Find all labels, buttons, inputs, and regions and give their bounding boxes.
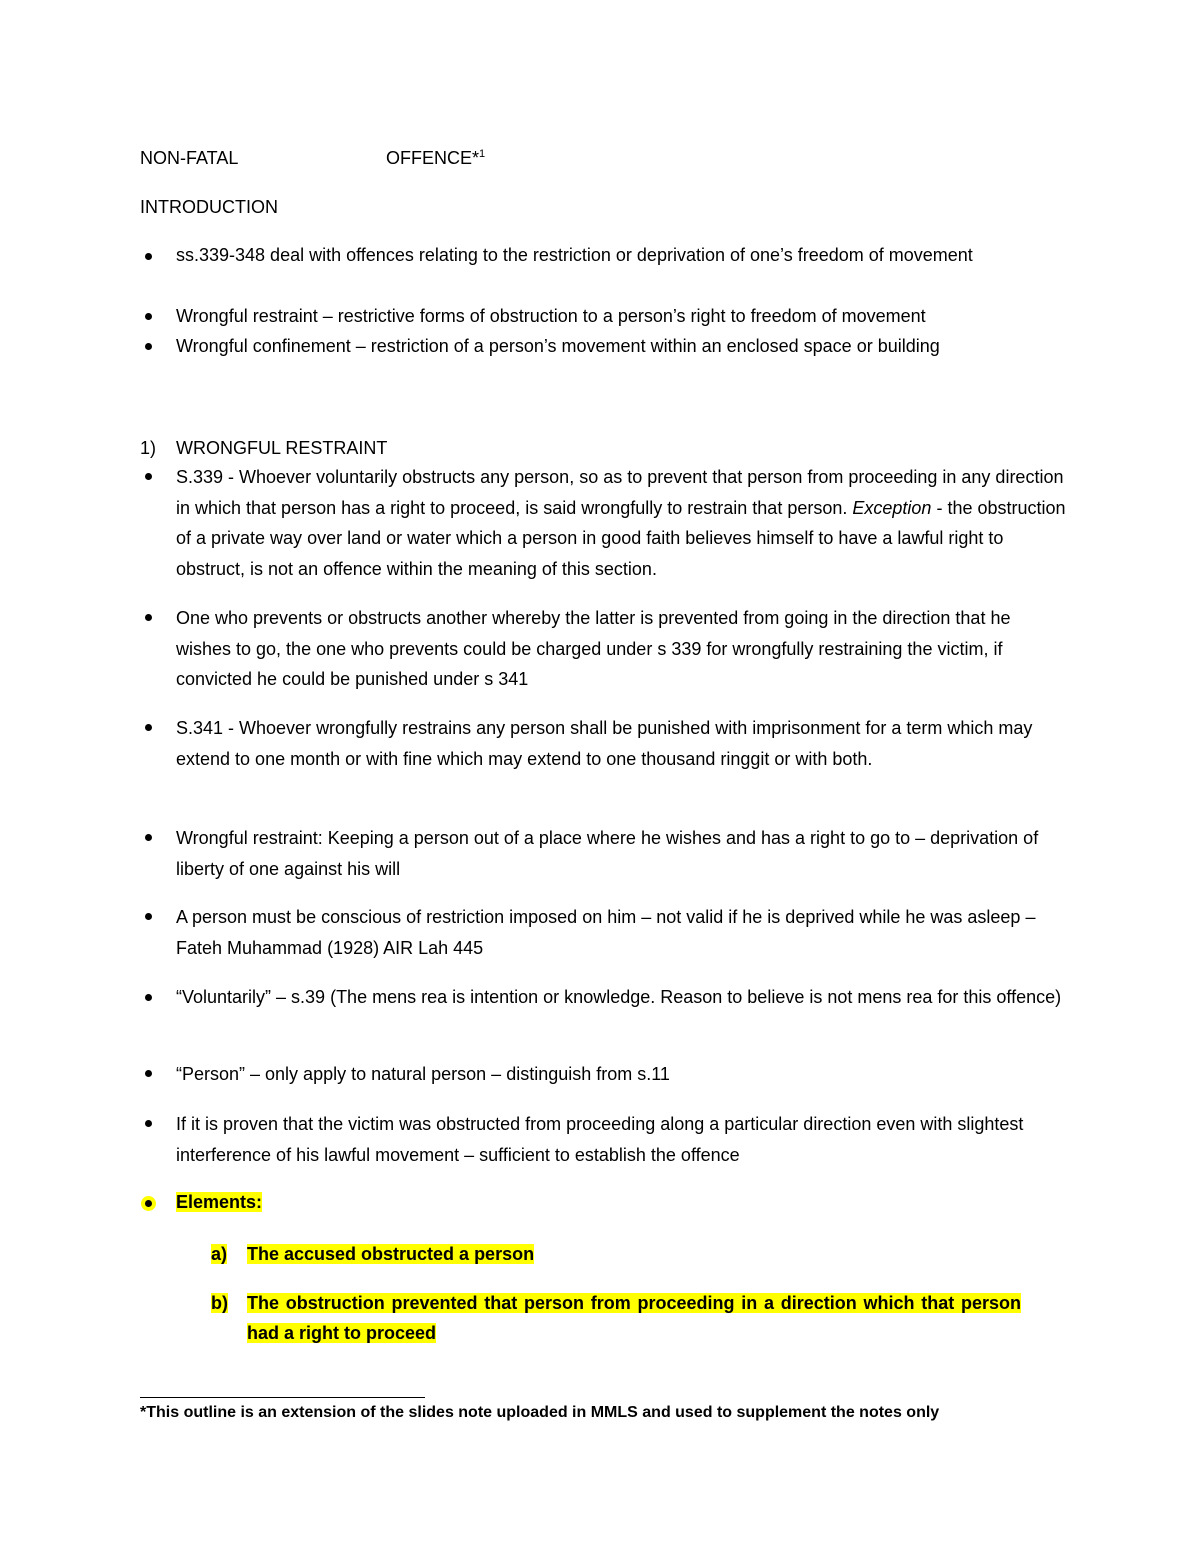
s339-definition: S.339 - Whoever voluntarily obstructs any person, so as to prevent that person from proceeding in any direction in which that person has a right to proceed, is said wrongfully to restrain that person. Exception - the obstruction of a private way over land or water which a person in good faith believes himself to have a lawful right to obstruct, is not an offence within the meaning of this section. bbox=[176, 467, 1066, 579]
point-7: If it is proven that the victim was obstructed from proceeding along a particular direction even with slightest interference of his lawful movement – sufficient to establish the offence bbox=[176, 1114, 1024, 1165]
point-4: A person must be conscious of restriction imposed on him – not valid if he is deprived while he was asleep – Fateh Muhammad (1928) AIR Lah 445 bbox=[176, 907, 1036, 958]
bullet-icon bbox=[145, 994, 152, 1001]
intro-bullet-1: ss.339-348 deal with offences relating to the restriction or deprivation of one’s freedom of movement bbox=[176, 245, 973, 265]
bullet-icon bbox=[145, 913, 152, 920]
element-a: The accused obstructed a person bbox=[247, 1244, 535, 1264]
bullet-icon bbox=[145, 614, 152, 621]
footnote-separator bbox=[140, 1397, 425, 1398]
bullet-icon bbox=[145, 834, 152, 841]
intro-bullet-3: Wrongful confinement – restriction of a person’s movement within an enclosed space or building bbox=[176, 336, 940, 356]
bullet-icon bbox=[145, 724, 152, 731]
intro-bullet-2: Wrongful restraint – restrictive forms of obstruction to a person’s right to freedom of movement bbox=[176, 306, 926, 326]
footnote: *This outline is an extension of the slides note uploaded in MMLS and used to supplement the notes only bbox=[140, 1404, 940, 1421]
point-3: Wrongful restraint: Keeping a person out of a place where he wishes and has a right to go to – deprivation of liberty of one against his will bbox=[176, 828, 1039, 879]
bullet-icon bbox=[145, 343, 152, 350]
section-number: 1) bbox=[140, 438, 157, 458]
element-b-marker: b) bbox=[211, 1293, 228, 1313]
title-left: NON-FATAL bbox=[140, 148, 239, 168]
element-a-marker: a) bbox=[211, 1244, 228, 1264]
title-right: OFFENCE*$^1$ bbox=[386, 148, 486, 168]
footnote-marker: 1 bbox=[479, 148, 486, 160]
section-heading: WRONGFUL RESTRAINT bbox=[176, 438, 388, 458]
point-2: S.341 - Whoever wrongfully restrains any person shall be punished with imprisonment for a term which may extend to one month or with fine which may extend to one thousand ringgit or with both. bbox=[176, 718, 1033, 769]
point-6: “Person” – only apply to natural person – distinguish from s.11 bbox=[176, 1064, 670, 1084]
bullet-icon bbox=[145, 473, 152, 480]
bullet-icon bbox=[145, 313, 152, 320]
element-b: The obstruction prevented that person from proceeding in a direction which that person had a right to proceed bbox=[247, 1293, 1021, 1343]
intro-heading: INTRODUCTION bbox=[140, 197, 278, 217]
bullet-icon bbox=[145, 1120, 152, 1127]
point-5: “Voluntarily” – s.39 (The mens rea is intention or knowledge. Reason to believe is not mens rea for this offence) bbox=[176, 987, 1062, 1007]
bullet-icon bbox=[145, 1200, 152, 1207]
bullet-icon bbox=[145, 253, 152, 260]
point-1: One who prevents or obstructs another whereby the latter is prevented from going in the direction that he wishes to go, the one who prevents could be charged under s 339 for wrongfully restraining the victim, if convicted he could be punished under s 341 bbox=[176, 608, 1011, 689]
elements-label: Elements: bbox=[176, 1192, 263, 1212]
bullet-icon bbox=[145, 1070, 152, 1077]
exception-label: Exception bbox=[852, 497, 932, 518]
